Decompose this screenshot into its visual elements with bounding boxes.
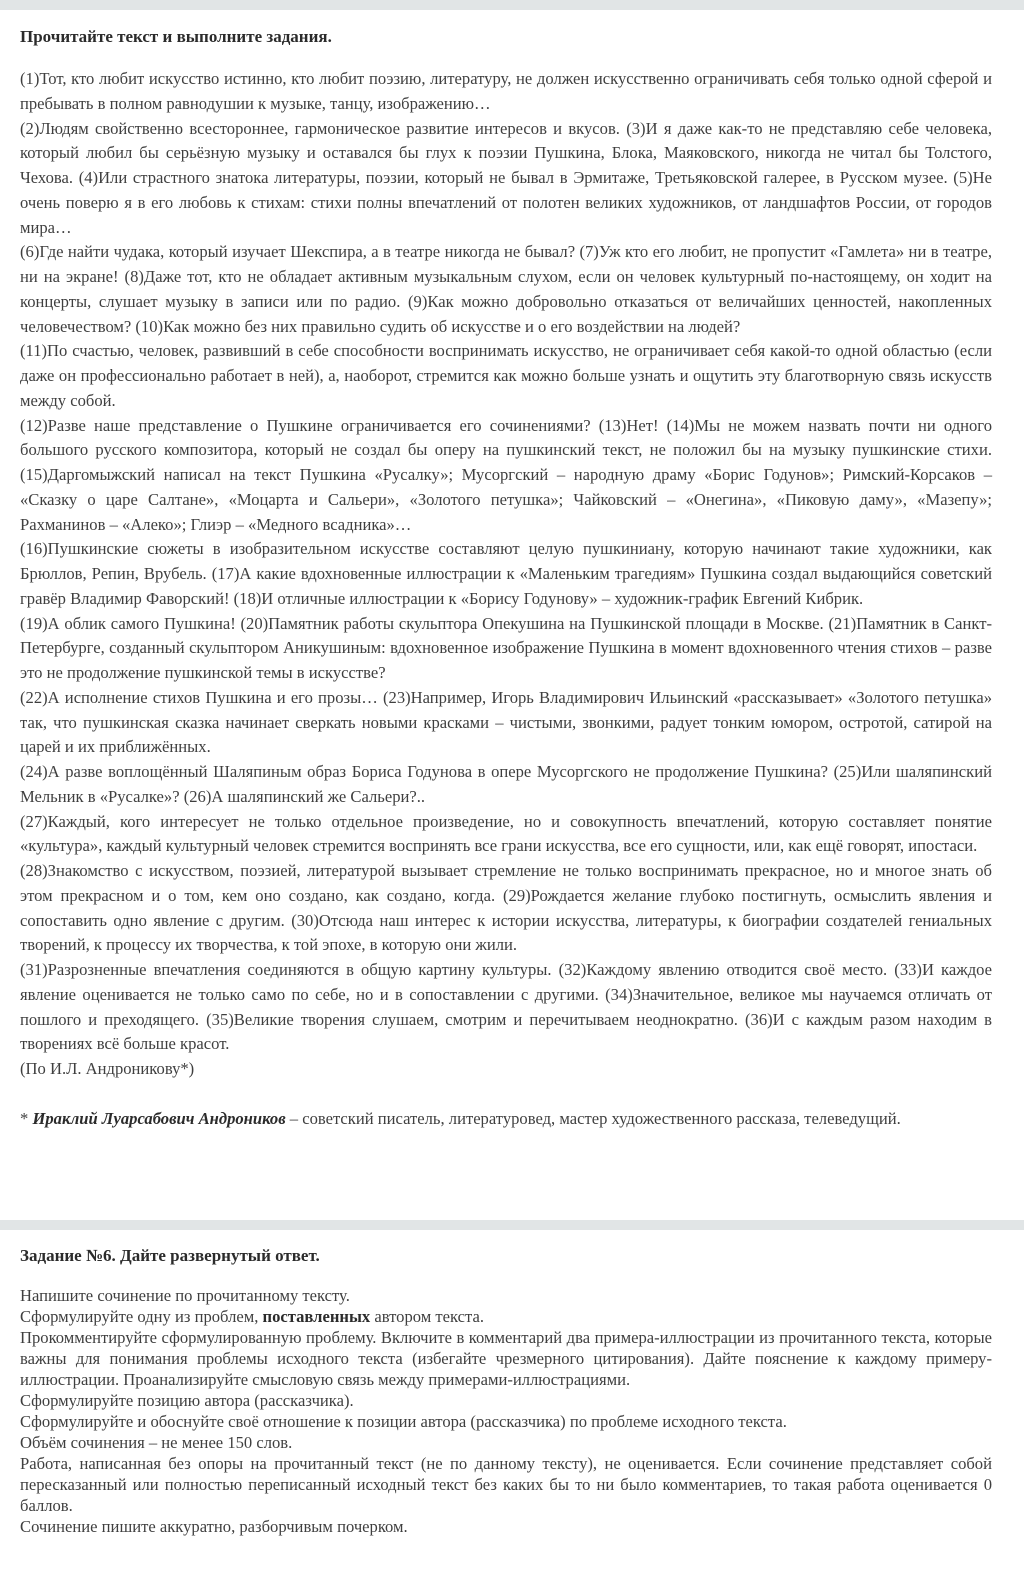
reading-section xyxy=(20,26,992,1132)
text-paragraph-11: (11)По счастью, человек, развивший в себе способности воспринимать искусство, не ограничивает себя какой-то одной областью (если даже он профессионально работает в ней), а, наоборот, стремится как можно больше узнать и ощутить эту благотворную связь искусств между собой. xyxy=(20,341,992,410)
text-paragraph-16: (16)Пушкинские сюжеты в изобразительном искусстве составляют целую пушкиниану, которую начинают такие художники, как Брюллов, Репин, Врубель. (17)А какие вдохновенные иллюстрации к «Маленьким трагедиям» Пушкина создал выдающийся советский гравёр Владимир Фаворский! (18)И отличные иллюстрации к «Борису Годунову» – художник-график Евгений Кибрик. xyxy=(20,539,992,608)
reading-heading: Прочитайте текст и выполните задания. xyxy=(20,27,332,46)
task-instruction-3: Прокомментируйте сформулированную проблему. Включите в комментарий два примера-иллюстрации из прочитанного текста, которые важны для понимания проблемы исходного текста (избегайте чрезмерного цитирования). Дайте пояснение к каждому примеру-иллюстрации. Проанализируйте смысловую связь между примерами-иллюстрациями. xyxy=(20,1328,992,1389)
task-instruction-8: Сочинение пишите аккуратно, разборчивым почерком. xyxy=(20,1517,408,1536)
text-paragraph-1: (1)Тот, кто любит искусство истинно, кто любит поэзию, литературу, не должен искусственно ограничивать себя только одной сферой и пребывать в полном равнодушии к музыке, танцу, изображению… xyxy=(20,69,992,113)
task-instruction-2-start: Сформулируйте одну из проблем, xyxy=(20,1307,263,1326)
footnote-author-name: Ираклий Луарсабович Андроников xyxy=(32,1108,286,1128)
text-paragraph-12: (12)Разве наше представление о Пушкине ограничивается его сочинениями? (13)Нет! (14)Мы не можем назвать почти ни одного большого русского композитора, который не создал бы оперу на пушкинский текст, не положил бы на музыку пушкинские стихи. (15)Даргомыжский написал на текст Пушкина «Русалку»; Мусоргский – народную драму «Борис Годунов»; Римский-Корсаков – «Сказку о царе Салтане», «Моцарта и Сальери», «Золотого петушка»; Чайковский – «Онегина», «Пиковую даму», «Мазепу»; Рахманинов – «Алеко»; Глиэр – «Медного всадника»… xyxy=(20,415,992,534)
footnote-marker: * xyxy=(20,1108,33,1128)
top-separator-band xyxy=(0,0,1024,10)
text-paragraph-22: (22)А исполнение стихов Пушкина и его прозы… (23)Например, Игорь Владимирович Ильинский «рассказывает» «Золотого петушка» так, что пушкинская сказка начинает сверкать новыми красками – чистыми, звонкими, радует тонким юмором, остротой, сатирой на царей и их приближённых. xyxy=(20,687,992,757)
task-instruction-2-bold: поставленных xyxy=(262,1307,371,1326)
author-footnote xyxy=(20,1107,992,1132)
task-heading: Задание №6. Дайте развернутый ответ. xyxy=(20,1246,320,1265)
task-instruction-4: Сформулируйте позицию автора (рассказчика). xyxy=(20,1391,354,1410)
text-paragraph-19: (19)А облик самого Пушкина! (20)Памятник работы скульптора Опекушина на Пушкинской площади в Москве. (21)Памятник в Санкт-Петербурге, созданный скульптором Аникушиным: вдохновенное изображение Пушкина в момент вдохновенного чтения стихов – разве это не продолжение пушкинской темы в искусстве? xyxy=(20,613,992,682)
text-paragraph-27: (27)Каждый, кого интересует не только отдельное произведение, но и совокупность впечатлений, которую составляет понятие «культура», каждый культурный человек стремится воспринять все грани искусства, все его сущности, или, как ещё говорят, ипостаси. xyxy=(20,811,992,856)
footnote-description: – советский писатель, литературовед, мастер художественного рассказа, телеведущий. xyxy=(285,1108,901,1128)
text-paragraph-6: (6)Где найти чудака, который изучает Шекспира, а в театре никогда не бывал? (7)Уж кто его любит, не пропустит «Гамлета» ни в театре, ни на экране! (8)Даже тот, кто не обладает активным музыкальным слухом, если он человек культурный по-настоящему, он ходит на концерты, слушает музыку в записи или по радио. (9)Как можно добровольно отказаться от величайших ценностей, накопленных человечеством? (10)Как можно без них правильно судить об искусстве и о его воздействии на людей? xyxy=(20,242,992,336)
task-instruction-6: Объём сочинения – не менее 150 слов. xyxy=(20,1433,293,1452)
task-instruction-2-end: автором текста. xyxy=(370,1307,484,1326)
middle-separator-band xyxy=(0,1220,1024,1230)
task-section xyxy=(20,1245,992,1537)
task-instruction-2 xyxy=(20,1306,992,1327)
task-instruction-5: Сформулируйте и обоснуйте своё отношение к позиции автора (рассказчика) по проблеме исходного текста. xyxy=(20,1412,787,1431)
text-paragraph-28: (28)Знакомство с искусством, поэзией, литературой вызывает стремление не только воспринимать прекрасное, но и многое знать об этом прекрасном и о том, кем оно создано, как создано, когда. (29)Рождается желание глубоко постигнуть, осмыслить явления и сопоставить одно явление с другим. (30)Отсюда наш интерес к истории искусства, литературы, к биографии создателей гениальных творений, к процессу их творчества, к той эпохе, в которую они жили. xyxy=(20,861,992,955)
text-source: (По И.Л. Андроникову*) xyxy=(20,1059,195,1078)
task-instruction-7: Работа, написанная без опоры на прочитанный текст (не по данному тексту), не оценивается. Если сочинение представляет собой пересказанный или полностью переписанный исходный текст без каких бы то ни было комментариев, то такая работа оценивается 0 баллов. xyxy=(20,1454,992,1515)
text-paragraph-31: (31)Разрозненные впечатления соединяются в общую картину культуры. (32)Каждому явлению отводится своё место. (33)И каждое явление оценивается не только само по себе, но и в сопоставлении с другими. (34)Значительное, великое мы научаемся отличать от пошлого и преходящего. (35)Великие творения слушаем, смотрим и перечитываем неоднократно. (36)И с каждым разом находим в творениях всё больше красот. xyxy=(20,960,992,1054)
task-instruction-1: Напишите сочинение по прочитанному тексту. xyxy=(20,1286,350,1305)
text-paragraph-24: (24)А разве воплощённый Шаляпиным образ Бориса Годунова в опере Мусоргского не продолжение Пушкина? (25)Или шаляпинский Мельник в «Русалке»? (26)А шаляпинский же Сальери?.. xyxy=(20,762,992,806)
text-paragraph-2: (2)Людям свойственно всестороннее, гармоническое развитие интересов и вкусов. (3)И я даже как-то не представляю себе человека, который любил бы серьёзную музыку и оставался бы глух к поэзии Пушкина, Блока, Маяковского, никогда не читал бы Толстого, Чехова. (4)Или страстного знатока литературы, поэзии, который не бывал в Эрмитаже, Третьяковской галерее, в Русском музее. (5)Не очень поверю я в его любовь к стихам: стихи полны впечатлений от полотен великих художников, от ландшафтов России, от городов мира… xyxy=(20,118,992,237)
